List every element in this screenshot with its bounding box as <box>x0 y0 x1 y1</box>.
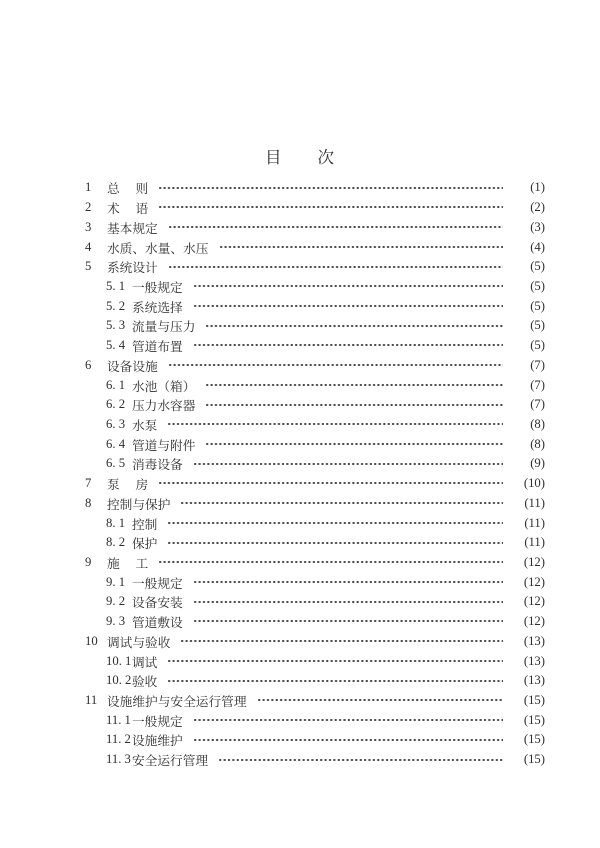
entry-number: 9. 3 <box>106 614 126 629</box>
entry-page-number: (13) <box>523 673 545 688</box>
entry-title: 设备安装 <box>132 596 183 611</box>
dot-leader <box>257 691 503 711</box>
toc-entry <box>0 375 600 395</box>
dot-leader <box>167 651 503 671</box>
entry-page-number: (15) <box>523 732 545 747</box>
dot-leader <box>193 730 503 750</box>
entry-title: 一般规定 <box>132 576 183 591</box>
toc-entry <box>0 474 600 494</box>
entry-number: 5. 3 <box>106 318 126 333</box>
toc-entry <box>0 336 600 356</box>
entry-number: 5. 4 <box>106 338 126 353</box>
dot-leader <box>219 237 504 257</box>
entry-title: 系统设计 <box>107 261 158 276</box>
toc-entry <box>0 217 600 237</box>
dot-leader <box>218 750 503 770</box>
entry-title: 水质、水量、水压 <box>107 241 209 256</box>
toc-entry <box>0 316 600 336</box>
entry-title: 控制 <box>132 517 158 532</box>
entry-page-number: (9) <box>530 456 545 471</box>
dot-leader <box>205 375 503 395</box>
dot-leader <box>193 454 503 474</box>
toc-entry <box>0 355 600 375</box>
entry-number: 8. 2 <box>106 535 126 550</box>
entry-number: 9. 2 <box>106 594 126 609</box>
dot-leader <box>158 178 503 198</box>
entry-title: 管道布置 <box>132 340 183 355</box>
dot-leader <box>168 217 503 237</box>
toc-entry <box>0 632 600 652</box>
entry-number: 6. 3 <box>106 416 126 431</box>
entry-page-number: (5) <box>530 298 545 313</box>
toc-entry <box>0 710 600 730</box>
entry-title: 压力水容器 <box>132 399 196 414</box>
toc-entry <box>0 572 600 592</box>
entry-page-number: (12) <box>523 614 545 629</box>
dot-leader <box>193 296 503 316</box>
entry-page-number: (8) <box>530 436 545 451</box>
toc-entry <box>0 277 600 297</box>
entry-page-number: (8) <box>530 416 545 431</box>
dot-leader <box>180 494 503 514</box>
toc-entry <box>0 730 600 750</box>
entry-page-number: (15) <box>523 693 545 708</box>
entry-number: 7 <box>85 476 92 491</box>
entry-title: 消毒设备 <box>132 458 183 473</box>
entry-page-number: (5) <box>530 278 545 293</box>
entry-page-number: (12) <box>523 574 545 589</box>
entry-title: 验收 <box>132 675 158 690</box>
entry-title: 调试与验收 <box>107 635 171 650</box>
dot-leader <box>168 355 503 375</box>
entry-title: 流量与压力 <box>132 320 196 335</box>
entry-page-number: (7) <box>530 357 545 372</box>
entry-number: 11 <box>85 693 98 708</box>
dot-leader <box>193 612 503 632</box>
entry-number: 5. 1 <box>106 278 126 293</box>
entry-title: 设备设施 <box>107 359 158 374</box>
entry-page-number: (4) <box>530 239 545 254</box>
toc-entry <box>0 434 600 454</box>
dot-leader <box>193 710 503 730</box>
entry-number: 5. 2 <box>106 298 126 313</box>
entry-number: 6. 5 <box>106 456 126 471</box>
entry-number: 10. 2 <box>106 673 132 688</box>
toc-entry <box>0 533 600 553</box>
entry-page-number: (12) <box>523 555 545 570</box>
page-title: 目 次 <box>265 148 335 167</box>
entry-number: 6. 4 <box>106 436 126 451</box>
entry-page-number: (11) <box>524 515 545 530</box>
entry-page-number: (1) <box>530 180 545 195</box>
entry-page-number: (13) <box>523 633 545 648</box>
dot-leader <box>168 257 503 277</box>
entry-number: 8. 1 <box>106 515 126 530</box>
dot-leader <box>193 572 503 592</box>
entry-page-number: (15) <box>523 712 545 727</box>
entry-title: 泵 房 <box>107 478 149 493</box>
toc-entry <box>0 296 600 316</box>
entry-title: 施 工 <box>107 557 149 572</box>
entry-page-number: (15) <box>523 752 545 767</box>
toc-entry <box>0 671 600 691</box>
toc-entry <box>0 592 600 612</box>
entry-title: 总 则 <box>107 182 149 197</box>
entry-number: 3 <box>85 219 92 234</box>
entry-number: 6. 1 <box>106 377 126 392</box>
toc-entry <box>0 612 600 632</box>
dot-leader <box>167 513 503 533</box>
entry-number: 6 <box>85 357 92 372</box>
entry-title: 基本规定 <box>107 221 158 236</box>
entry-number: 2 <box>85 200 92 215</box>
entry-page-number: (5) <box>530 318 545 333</box>
entry-number: 8 <box>85 495 92 510</box>
entry-title: 设施维护与安全运行管理 <box>107 695 247 710</box>
entry-title: 管道与附件 <box>132 438 196 453</box>
entry-title: 控制与保护 <box>107 497 171 512</box>
toc-entry <box>0 454 600 474</box>
entry-page-number: (2) <box>530 200 545 215</box>
toc-entry <box>0 553 600 573</box>
dot-leader <box>167 533 503 553</box>
toc-list <box>0 178 600 770</box>
entry-page-number: (7) <box>530 397 545 412</box>
entry-page-number: (12) <box>523 594 545 609</box>
toc-entry <box>0 395 600 415</box>
entry-page-number: (11) <box>524 535 545 550</box>
entry-page-number: (5) <box>530 338 545 353</box>
entry-page-number: (10) <box>523 476 545 491</box>
dot-leader <box>193 336 503 356</box>
entry-page-number: (11) <box>524 495 545 510</box>
entry-title: 安全运行管理 <box>132 754 209 769</box>
entry-page-number: (3) <box>530 219 545 234</box>
toc-entry <box>0 415 600 435</box>
dot-leader <box>193 592 503 612</box>
toc-entry <box>0 494 600 514</box>
toc-entry <box>0 691 600 711</box>
toc-entry <box>0 513 600 533</box>
dot-leader <box>158 553 503 573</box>
dot-leader <box>180 632 503 652</box>
dot-leader <box>205 395 503 415</box>
toc-entry <box>0 257 600 277</box>
entry-number: 9. 1 <box>106 574 126 589</box>
entry-number: 6. 2 <box>106 397 126 412</box>
entry-title: 术 语 <box>107 202 149 217</box>
entry-number: 10 <box>85 633 98 648</box>
toc-entry <box>0 198 600 218</box>
entry-title: 设施维护 <box>132 734 183 749</box>
entry-title: 系统选择 <box>132 300 183 315</box>
entry-number: 11. 1 <box>106 712 131 727</box>
toc-entry <box>0 651 600 671</box>
entry-title: 一般规定 <box>132 714 183 729</box>
entry-page-number: (13) <box>523 653 545 668</box>
toc-entry <box>0 750 600 770</box>
entry-title: 管道敷设 <box>132 616 183 631</box>
entry-title: 水泵 <box>132 418 158 433</box>
dot-leader <box>205 316 503 336</box>
entry-number: 10. 1 <box>106 653 132 668</box>
entry-title: 保护 <box>132 537 158 552</box>
entry-number: 1 <box>85 180 92 195</box>
entry-title: 水池（箱） <box>132 379 196 394</box>
entry-number: 5 <box>85 259 92 274</box>
entry-title: 一般规定 <box>132 280 183 295</box>
entry-number: 11. 2 <box>106 732 131 747</box>
toc-entry <box>0 178 600 198</box>
dot-leader <box>193 277 503 297</box>
dot-leader <box>167 671 503 691</box>
toc-entry <box>0 237 600 257</box>
dot-leader <box>205 434 503 454</box>
entry-title: 调试 <box>132 655 158 670</box>
entry-page-number: (5) <box>530 259 545 274</box>
entry-number: 4 <box>85 239 92 254</box>
entry-number: 11. 3 <box>106 752 131 767</box>
dot-leader <box>158 198 503 218</box>
dot-leader <box>158 474 503 494</box>
entry-number: 9 <box>85 555 92 570</box>
dot-leader <box>167 415 503 435</box>
entry-page-number: (7) <box>530 377 545 392</box>
